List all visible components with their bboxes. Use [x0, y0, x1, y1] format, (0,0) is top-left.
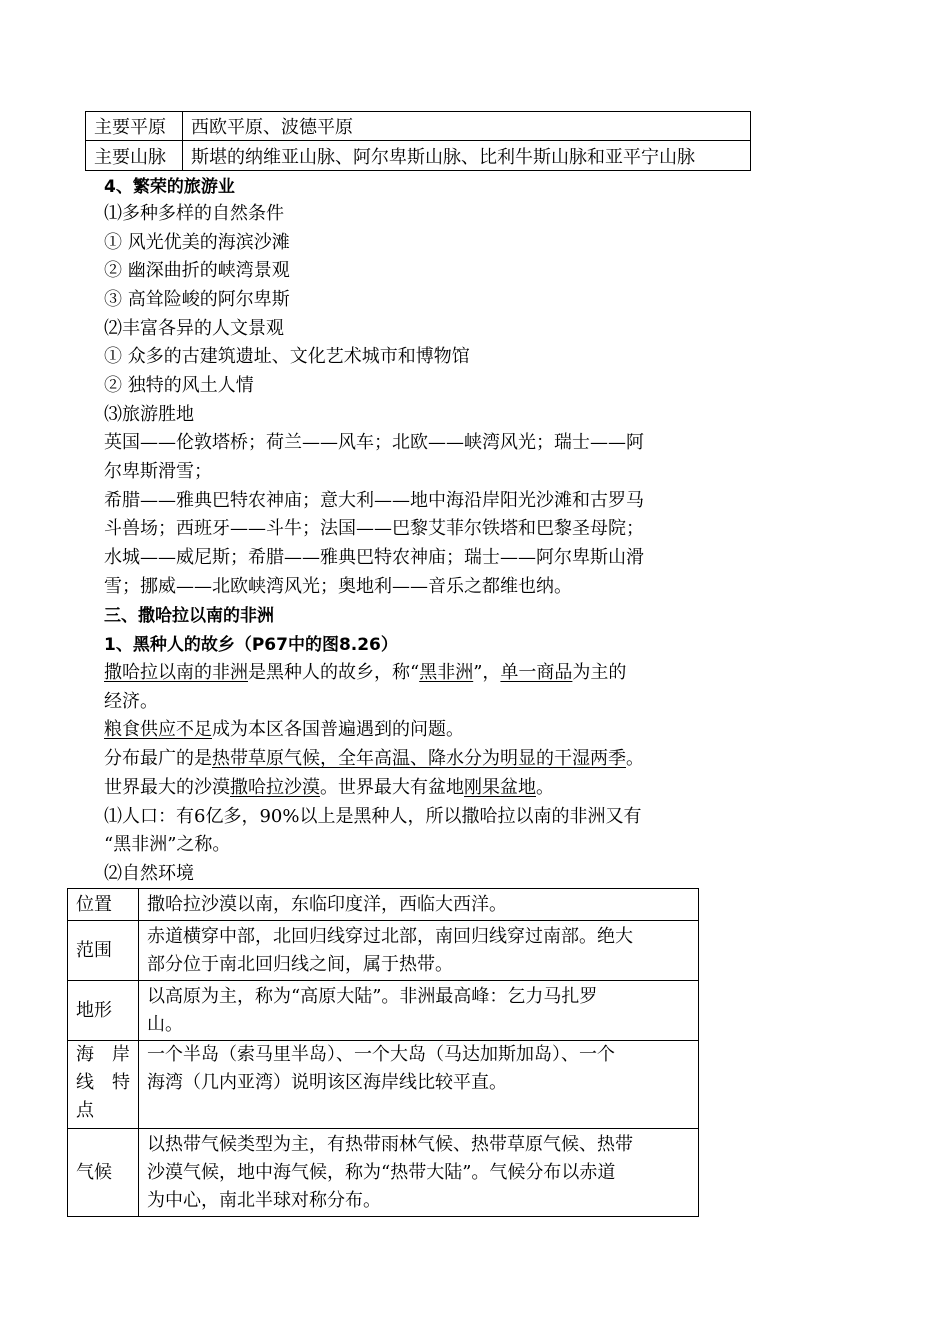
paragraph-line	[104, 774, 554, 802]
text-span: 。	[626, 748, 644, 769]
text-line: 希腊——雅典巴特农神庙；意大利——地中海沿岸阳光沙滩和古罗马	[104, 490, 644, 511]
cell-line: 线 特	[76, 1072, 130, 1093]
table-label-cell: 主要山脉	[86, 141, 183, 171]
cell-line: 赤道横穿中部，北回归线穿过北部，南回归线穿过南部。绝大	[147, 925, 633, 947]
sub-heading-homeland: 1、黑种人的故乡（P67中的图8.26）	[104, 635, 398, 655]
natural-environment-table	[67, 888, 699, 1217]
cell-line: 海湾（几内亚湾）说明该区海岸线比较平直。	[147, 1072, 507, 1093]
paragraph-line	[104, 716, 464, 744]
table-label-cell: 主要平原	[86, 112, 183, 141]
table-value-cell	[139, 1041, 699, 1129]
text-span: 世界最大的沙漠	[104, 777, 230, 798]
underlined-term: 刚果盆地	[464, 777, 536, 798]
text-line: ③ 高耸险峻的阿尔卑斯	[104, 289, 290, 310]
text-span: 。世界最大有盆地	[320, 777, 464, 798]
table-row	[68, 1041, 699, 1129]
paragraph-line: 经济。	[104, 691, 158, 712]
paragraph-line	[104, 659, 626, 687]
text-span: 成为本区各国普遍遇到的问题。	[212, 719, 464, 740]
text-line: ② 独特的风土人情	[104, 375, 254, 396]
underlined-term: 单一商品	[500, 662, 573, 683]
text-line: 水城——威尼斯；希腊——雅典巴特农神庙；瑞士——阿尔卑斯山滑	[104, 547, 644, 568]
underlined-term: 撒哈拉以南的非洲	[104, 662, 248, 683]
table-row	[68, 921, 699, 981]
table-row	[86, 141, 751, 171]
underlined-term: 粮食供应不足	[104, 719, 212, 740]
cell-line: 沙漠气候，地中海气候，称为“热带大陆”。气候分布以赤道	[147, 1161, 616, 1183]
text-line: 尔卑斯滑雪；	[104, 461, 212, 482]
paragraph-line: ⑵自然环境	[104, 863, 194, 884]
text-span: ”，	[473, 662, 501, 683]
table-row	[68, 1129, 699, 1217]
underlined-term: 热带草原气候，全年高温、降水分为明显的干湿两季	[212, 748, 626, 769]
landform-table	[85, 111, 751, 171]
table-label-cell: 气候	[68, 1129, 139, 1217]
table-row	[68, 889, 699, 921]
text-line: ① 众多的古建筑遗址、文化艺术城市和博物馆	[104, 346, 470, 367]
table-row	[68, 981, 699, 1041]
cell-line: 以热带气候类型为主，有热带雨林气候、热带草原气候、热带	[147, 1133, 633, 1155]
cell-line: 山。	[147, 1013, 183, 1035]
table-value-cell	[139, 921, 699, 981]
text-span: 为主的	[572, 662, 627, 683]
cell-line: 部分位于南北回归线之间，属于热带。	[147, 953, 453, 975]
text-span: 。	[536, 777, 554, 798]
text-span: 是黑种人的故乡，称“	[248, 662, 420, 683]
text-line: 英国——伦敦塔桥；荷兰——风车；北欧——峡湾风光；瑞士——阿	[104, 432, 644, 453]
table-row	[86, 112, 751, 141]
text-line: 雪；挪威——北欧峡湾风光；奥地利——音乐之都维也纳。	[104, 576, 572, 597]
underlined-term: 撒哈拉沙漠	[230, 777, 320, 798]
text-span: 分布最广的是	[104, 748, 212, 769]
paragraph-line: ⑴人口：有6亿多，90%以上是黑种人，所以撒哈拉以南的非洲又有	[104, 806, 642, 827]
text-line: ⑶旅游胜地	[104, 404, 194, 425]
text-line: 斗兽场；西班牙——斗牛；法国——巴黎艾菲尔铁塔和巴黎圣母院；	[104, 518, 644, 539]
paragraph-line	[104, 745, 644, 773]
table-value-cell: 西欧平原、波德平原	[183, 112, 751, 141]
underlined-term: 黑非洲	[419, 662, 474, 683]
table-value-cell	[139, 1129, 699, 1217]
table-label-cell: 范围	[68, 921, 139, 981]
table-label-cell: 地形	[68, 981, 139, 1041]
cell-line: 点	[76, 1100, 94, 1121]
paragraph-line: “黑非洲”之称。	[104, 834, 231, 855]
cell-line: 以高原为主，称为“高原大陆”。非洲最高峰：乞力马扎罗	[147, 985, 598, 1007]
table-value-cell: 斯堪的纳维亚山脉、阿尔卑斯山脉、比利牛斯山脉和亚平宁山脉	[183, 141, 751, 171]
text-line: ① 风光优美的海滨沙滩	[104, 232, 290, 253]
text-line: ② 幽深曲折的峡湾景观	[104, 260, 290, 281]
table-label-cell: 位置	[68, 889, 139, 921]
text-line: ⑴多种多样的自然条件	[104, 203, 284, 224]
cell-line: 为中心，南北半球对称分布。	[147, 1189, 381, 1211]
text-line: ⑵丰富各异的人文景观	[104, 318, 284, 339]
section-heading-tourism: 4、繁荣的旅游业	[104, 177, 235, 197]
cell-line: 海 岸	[76, 1044, 130, 1065]
table-value-cell: 撒哈拉沙漠以南，东临印度洋，西临大西洋。	[139, 889, 699, 921]
table-value-cell	[139, 981, 699, 1041]
section-heading-africa: 三、撒哈拉以南的非洲	[104, 606, 274, 626]
table-label-cell	[68, 1041, 139, 1129]
cell-line: 一个半岛（索马里半岛）、一个大岛（马达加斯加岛）、一个	[147, 1044, 615, 1065]
